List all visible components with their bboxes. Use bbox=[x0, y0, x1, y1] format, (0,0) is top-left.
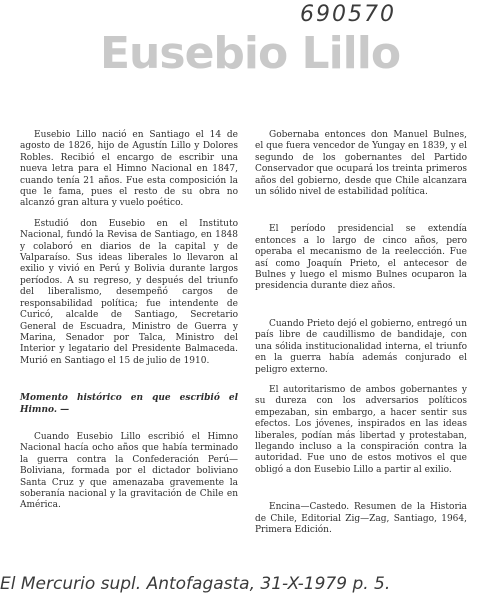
source-citation: Encina—Castedo. Resumen de la Historia de Chile, Editorial Zig—Zag, Santiago, 1964, Primera Edición. bbox=[255, 502, 467, 535]
paragraph-career: Estudió don Eusebio en el Instituto Nacional, fundó la Revisa de Santiago, en 1848 y colaboró en diarios de la capital y de Valparaíso. Sus ideas liberales lo llevaron al exilio y vivió en Perú y Bolivia durante largos períodos. A su regreso, y después del triunfo del liberalismo, desempeñó cargos de responsabilidad política; fue intendente de Curicó, alcalde de Santiago, Secretario General de Escuadra, Ministro de Guerra y Marina, Senador por Talca, Ministro del Interior y legatario del Presidente Balmaceda. Murió en Santiago el 15 de julio de 1910. bbox=[20, 218, 238, 366]
paragraph-prieto: Cuando Prieto dejó el gobierno, entregó un país libre de caudillismo de bandidaje, con una sólida institucionalidad interna, el triunfo en la guerra había además conjurado el peligro externo. bbox=[255, 318, 467, 375]
paragraph-authoritarianism: El autoritarismo de ambos gobernantes y su dureza con los adversarios políticos empezaban, sin embargo, a hacer sentir sus efectos. Los jóvenes, inspirados en las ideas liberales, podían más libertad y protestaban, llegando incluso a la conspiración contra la autoridad. Fue uno de estos motivos el que obligó a don Eusebio Lillo a partir al exilio. bbox=[255, 384, 467, 475]
catalog-number: 690570 bbox=[300, 2, 396, 27]
article-title: Eusebio Lillo bbox=[100, 28, 401, 79]
column-right bbox=[255, 130, 467, 545]
paragraph-birth: Eusebio Lillo nació en Santiago el 14 de agosto de 1826, hijo de Agustín Lillo y Dolores Robles. Recibió el encargo de escribir una nueva letra para el Himno Nacional en 1847, cuando tenía 21 años. Fue esta composición la que le fama, pues el resto de su obra no alcanzó gran altura y vuelo poético. bbox=[20, 130, 238, 209]
paragraph-context: Cuando Eusebio Lillo escribió el Himno Nacional hacía ocho años que había terminado la guerra contra la Confederación Perú—Boliviana, formada por el dictador boliviano Santa Cruz y que amenazaba gravemente la soberanía nacional y la gravitación de Chile en América. bbox=[20, 431, 238, 511]
section-heading: Momento histórico en que escribió el Himno. — bbox=[20, 393, 238, 415]
column-left bbox=[20, 130, 238, 521]
paragraph-period: El período presidencial se extendía entonces a lo largo de cinco años, pero operaba el mecanismo de la reelección. Fue así como Joaquín Prieto, el antecesor de Bulnes y luego el mismo Bulnes ocuparon la presidencia durante diez años. bbox=[255, 224, 467, 292]
paragraph-bulnes: Gobernaba entonces don Manuel Bulnes, el que fuera vencedor de Yungay en 1839, y el segundo de los gobernantes del Partido Conservador que ocupará los treinta primeros años del gobierno, desde que Chile alcanzara un sólido nivel de estabilidad política. bbox=[255, 130, 467, 198]
handwritten-source-note: El Mercurio supl. Antofagasta, 31-X-1979 p. 5. bbox=[0, 574, 391, 594]
